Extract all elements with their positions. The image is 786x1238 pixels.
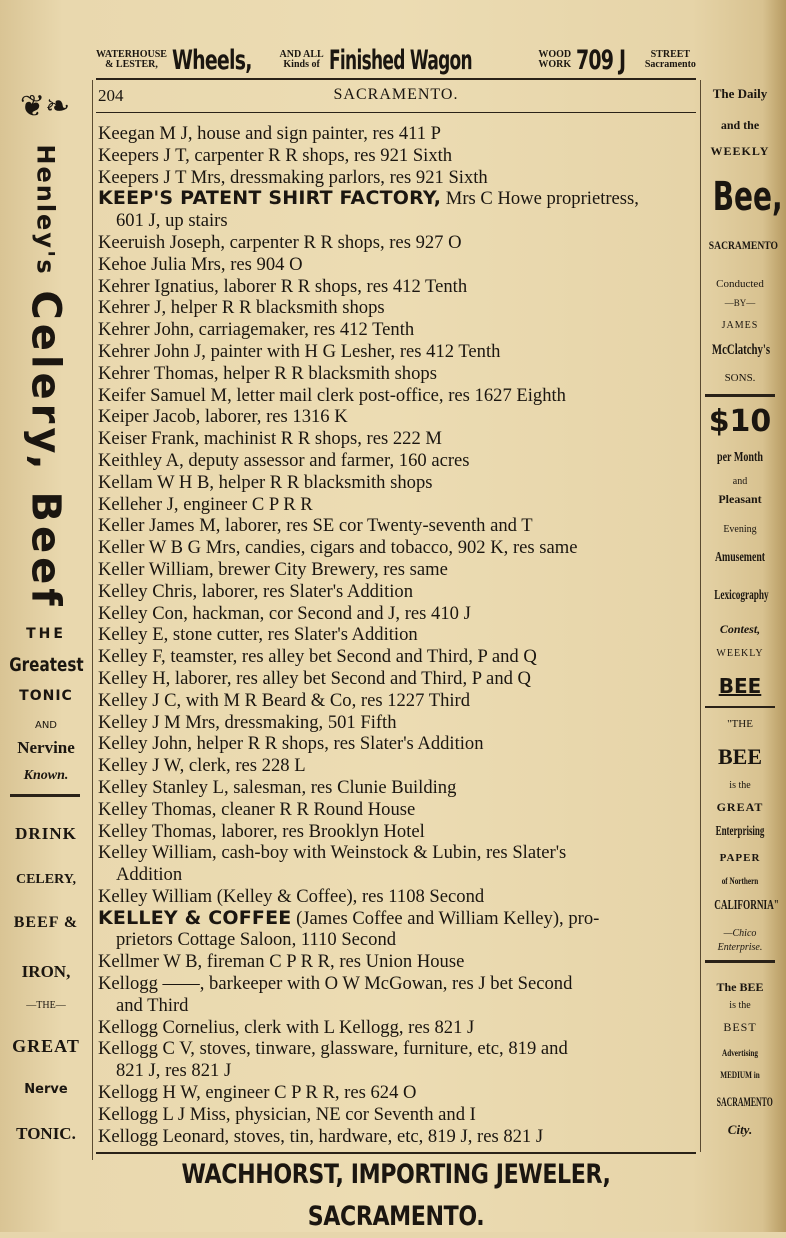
directory-entry — [98, 777, 695, 799]
entry-text: Kelley J C, with M R Beard & Co, res 1227 Third — [98, 689, 471, 711]
entry-continuation: 601 J, up stairs — [116, 210, 228, 232]
header-ad-maker — [96, 50, 167, 70]
directory-entry — [98, 232, 695, 254]
entry-text: Kehrer John J, painter with H G Lesher, res 412 Tenth — [98, 340, 501, 362]
right-ad-is-the: is the — [729, 780, 751, 791]
directory-entry — [98, 254, 695, 276]
header-ad-kinds-of: Kinds of — [283, 59, 320, 70]
directory-entry — [98, 276, 695, 298]
right-ad-lexicography: Lexicography — [714, 588, 769, 603]
entry-text: Kelley H, laborer, res alley bet Second and Third, P and Q — [98, 667, 531, 689]
left-ad-known: Known. — [23, 768, 69, 783]
header-ad-and-all — [280, 50, 324, 70]
directory-entry — [98, 341, 695, 363]
entry-text: Kehrer J, helper R R blacksmith shops — [98, 297, 385, 319]
left-ad-celery: CELERY, — [15, 872, 77, 887]
entry-text: Keller William, brewer City Brewery, res same — [98, 558, 448, 580]
footer-advertisement — [96, 1154, 696, 1232]
entry-text: Keller James M, laborer, res SE cor Twenty-seventh and T — [98, 515, 533, 537]
left-ad-beef: BEEF & — [13, 914, 79, 931]
directory-entry — [98, 428, 695, 450]
henley-vertical: Henley's — [32, 144, 61, 276]
left-ad-and: AND — [34, 720, 58, 731]
directory-entry — [98, 319, 695, 341]
directory-entry — [98, 515, 695, 537]
header-ad-street — [645, 50, 696, 70]
directory-entry — [98, 297, 695, 319]
entry-continuation: Addition — [116, 864, 183, 886]
directory-entry — [98, 799, 695, 821]
right-ad-bee-3: BEE — [717, 744, 763, 769]
right-ad-sacramento-2: SACRAMENTO — [716, 1094, 773, 1109]
directory-entry — [98, 1126, 695, 1148]
entry-text: Kellam W H B, helper R R blacksmith shops — [98, 471, 433, 493]
left-ad-the-2: —THE— — [26, 1000, 66, 1011]
directory-entry — [98, 690, 695, 712]
directory-entry — [98, 1017, 695, 1039]
directory-entry — [98, 821, 695, 843]
entry-business-name: KELLEY & COFFEE — [98, 906, 292, 929]
right-ad-the-bee: The BEE — [716, 980, 764, 994]
right-ad-best: BEST — [723, 1020, 757, 1034]
page-number: 204 — [98, 86, 124, 105]
entry-business-name: KEEP'S PATENT SHIRT FACTORY, — [98, 187, 442, 210]
directory-entry — [98, 842, 695, 886]
right-ad-evening: Evening — [723, 524, 757, 535]
directory-entry — [98, 406, 695, 428]
header-advertisement — [96, 44, 696, 76]
right-margin-advertisement — [700, 80, 783, 1152]
entry-text: Kehrer Thomas, helper R R blacksmith shops — [98, 362, 437, 384]
right-ad-bee: Bee, — [712, 174, 783, 220]
directory-entry — [98, 581, 695, 603]
directory-entry — [98, 450, 695, 472]
right-ad-the-daily: The Daily — [712, 86, 768, 101]
directory-entry — [98, 733, 695, 755]
entry-text: Kellmer W B, fireman C P R R, res Union House — [98, 951, 465, 973]
left-ad-greatest: Greatest — [9, 654, 84, 676]
directory-entry — [98, 1104, 695, 1126]
right-ad-pleasant: Pleasant — [718, 492, 762, 506]
left-ad-iron: IRON, — [21, 962, 71, 981]
running-head — [96, 86, 696, 108]
directory-entry — [98, 145, 695, 167]
entry-text: Kelley Con, hackman, cor Second and J, res 410 J — [98, 602, 471, 624]
directory-entry — [98, 1082, 695, 1104]
right-ad-conducted: Conducted — [716, 278, 764, 290]
left-ad-tonic-2: TONIC. — [16, 1124, 76, 1143]
directory-entry — [98, 886, 695, 908]
header-ad-finished-wagon: Finished Wagon — [328, 44, 472, 76]
entry-text: Keithley A, deputy assessor and farmer, 160 acres — [98, 449, 470, 471]
directory-entries — [98, 123, 695, 1147]
directory-entry — [98, 1038, 695, 1082]
entry-text: Kelley J M Mrs, dressmaking, 501 Fifth — [98, 711, 397, 733]
entry-text: (James Coffee and William Kelley), pro- — [291, 907, 600, 929]
right-ad-price: $10 — [708, 404, 772, 439]
celery-beef-vertical: Celery, Beef — [23, 290, 70, 610]
header-ad-number: 709 J — [576, 44, 626, 76]
entry-text: Keeruish Joseph, carpenter R R shops, res 927 O — [98, 231, 462, 253]
running-head-city: SACRAMENTO. — [333, 86, 459, 103]
entry-text: Keepers J T, carpenter R R shops, res 921 Sixth — [98, 144, 453, 166]
right-ad-james: JAMES — [721, 320, 759, 331]
entry-text: Kelley F, teamster, res alley bet Second and Third, P and Q — [98, 646, 537, 668]
header-rule — [96, 78, 696, 80]
directory-entry — [98, 385, 695, 407]
header-ad-street-label: STREET — [650, 49, 691, 60]
entry-text: Mrs C Howe proprietress, — [441, 188, 639, 210]
entry-text: Kelley Thomas, laborer, res Brooklyn Hotel — [98, 820, 425, 842]
entry-text: Kelley Thomas, cleaner R R Round House — [98, 798, 416, 820]
directory-entry — [98, 188, 695, 232]
directory-entry — [98, 494, 695, 516]
right-ad-enterprising: Enterprising — [715, 824, 765, 839]
right-ad-amusement: Amusement — [714, 550, 766, 565]
entry-text: Kellogg L J Miss, physician, NE cor Seventh and I — [98, 1103, 476, 1125]
header-ad-city: Sacramento — [644, 59, 696, 70]
right-ad-chico: —Chico — [723, 928, 757, 939]
directory-entry — [98, 537, 695, 559]
header-ad-wheels: Wheels, — [172, 44, 252, 76]
entry-text: Kelley Stanley L, salesman, res Clunie Building — [98, 776, 457, 798]
directory-entry — [98, 624, 695, 646]
right-ad-sacramento: SACRAMENTO — [708, 238, 778, 252]
left-ad-tonic: TONIC — [19, 688, 73, 704]
header-ad-work: WORK — [538, 59, 572, 70]
entry-text: Kelley J W, clerk, res 228 L — [98, 755, 306, 777]
entry-text: Kelley E, stone cutter, res Slater's Addition — [98, 624, 418, 646]
right-ad-contest: Contest, — [719, 622, 761, 636]
right-ad-divider-3 — [705, 960, 775, 963]
directory-entry — [98, 668, 695, 690]
entry-text: Kehrer Ignatius, laborer R R shops, res 412 Tenth — [98, 275, 468, 297]
entry-text: Keifer Samuel M, letter mail clerk post-office, res 1627 Eighth — [98, 384, 566, 406]
ornament-icon: ❦❧ — [19, 90, 71, 123]
entry-text: Kehoe Julia Mrs, res 904 O — [98, 253, 303, 275]
right-ad-sons: SONS. — [724, 372, 756, 384]
right-ad-quote-the: "THE — [727, 718, 753, 730]
entry-text: Kellogg Leonard, stoves, tin, hardware, etc, 819 J, res 821 J — [98, 1125, 544, 1147]
entry-text: Kellogg H W, engineer C P R R, res 624 O — [98, 1082, 417, 1104]
header-ad-lester: & LESTER, — [105, 59, 158, 70]
entry-continuation: and Third — [116, 994, 189, 1016]
entry-text: Kellogg C V, stoves, tinware, glassware, furniture, etc, 819 and — [98, 1038, 568, 1060]
entry-text: Kelley William (Kelley & Coffee), res 1108 Second — [98, 885, 485, 907]
header-ad-and-all-top: AND ALL — [279, 49, 324, 60]
directory-entry — [98, 363, 695, 385]
right-ad-california: CALIFORNIA" — [714, 898, 779, 913]
directory-entry — [98, 603, 695, 625]
right-ad-and-the: and the — [720, 118, 760, 132]
directory-entry — [98, 167, 695, 189]
entry-text: Kelleher J, engineer C P R R — [98, 493, 313, 515]
entry-text: Kellogg ——, barkeeper with O W McGowan, res J bet Second — [98, 973, 573, 995]
footer-ad-text: WACHHORST, IMPORTING JEWELER, SACRAMENTO. — [181, 1159, 611, 1232]
left-ad-divider — [10, 794, 80, 797]
directory-entry — [98, 472, 695, 494]
right-ad-city: City. — [727, 1122, 753, 1137]
entry-text: Keiser Frank, machinist R R shops, res 222 M — [98, 428, 442, 450]
left-ad-drink: DRINK — [15, 824, 77, 843]
right-ad-of-northern: of Northern — [721, 876, 759, 886]
right-ad-per-month: per Month — [716, 450, 764, 465]
left-ad-the: THE — [26, 626, 66, 642]
right-ad-divider-1 — [705, 394, 775, 397]
entry-text: Kellogg Cornelius, clerk with L Kellogg, res 821 J — [98, 1016, 475, 1038]
entry-text: Kelley John, helper R R shops, res Slater's Addition — [98, 733, 484, 755]
directory-entry — [98, 951, 695, 973]
entry-text: Keepers J T Mrs, dressmaking parlors, res 921 Sixth — [98, 166, 488, 188]
left-ad-great: GREAT — [12, 1036, 80, 1056]
right-ad-weekly: WEEKLY — [710, 144, 770, 158]
directory-entry — [98, 712, 695, 734]
directory-entry — [98, 123, 695, 145]
right-ad-great: GREAT — [716, 800, 764, 814]
directory-entry — [98, 559, 695, 581]
right-ad-weekly-2: WEEKLY — [716, 648, 764, 659]
right-ad-paper: PAPER — [719, 852, 761, 864]
left-ad-nervine: Nervine — [17, 738, 75, 757]
entry-text: Keiper Jacob, laborer, res 1316 K — [98, 406, 348, 428]
header-ad-waterhouse: WATERHOUSE — [96, 49, 167, 60]
right-ad-mcclatchys: McClatchy's — [711, 342, 771, 358]
directory-entry — [98, 973, 695, 1017]
header-ad-wood: WOOD — [538, 49, 572, 60]
running-head-rule — [96, 112, 696, 113]
left-ad-nerve: Nerve — [24, 1082, 68, 1097]
entry-text: Keller W B G Mrs, candies, cigars and tobacco, 902 K, res same — [98, 537, 578, 559]
directory-entry — [98, 646, 695, 668]
right-ad-divider-2 — [705, 706, 775, 708]
right-ad-and: and — [732, 476, 748, 487]
header-ad-wood-work — [538, 50, 571, 70]
right-ad-medium-in: MEDIUM in — [720, 1070, 760, 1080]
entry-continuation: prietors Cottage Saloon, 1110 Second — [116, 929, 397, 951]
right-ad-bee-2: BEE — [718, 674, 762, 698]
entry-text: Kelley William, cash-boy with Weinstock & Lubin, res Slater's — [98, 842, 567, 864]
directory-entry — [98, 755, 695, 777]
entry-text: Kelley Chris, laborer, res Slater's Addition — [98, 580, 414, 602]
right-ad-is-the-2: is the — [729, 1000, 751, 1011]
right-ad-by: —BY— — [724, 298, 756, 308]
entry-text: Keegan M J, house and sign painter, res 411 P — [98, 123, 442, 144]
right-ad-enterprise: Enterprise. — [717, 942, 763, 953]
entry-text: Kehrer John, carriagemaker, res 412 Tenth — [98, 319, 415, 341]
right-ad-advertising: Advertising — [722, 1048, 758, 1058]
entry-continuation: 821 J, res 821 J — [116, 1060, 232, 1082]
directory-entry — [98, 908, 695, 952]
left-margin-advertisement — [0, 80, 93, 1160]
